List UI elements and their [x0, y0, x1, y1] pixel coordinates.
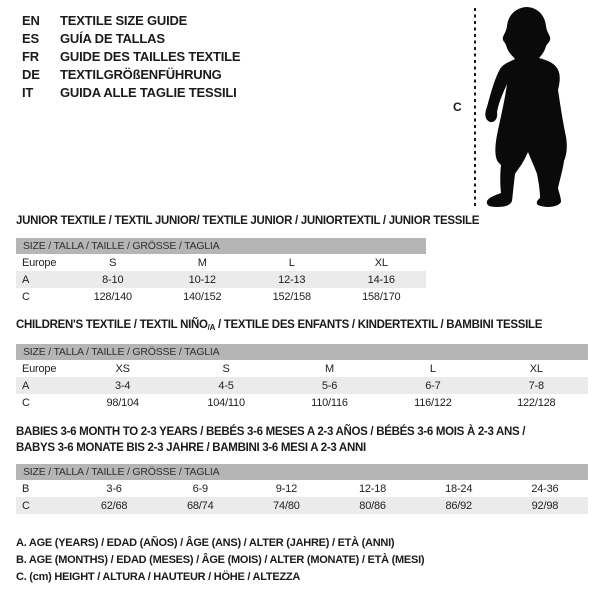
height-dashed-line	[474, 8, 476, 206]
size-cell: 6-7	[425, 379, 441, 392]
size-cell: XS	[115, 362, 130, 375]
row-label-cell: Europe	[22, 362, 57, 375]
row-label-cell: C	[22, 290, 30, 303]
size-cell: 140/152	[183, 290, 222, 303]
row-label-cell: A	[22, 379, 30, 392]
babies-size-bar: SIZE / TALLA / TAILLE / GRÖSSE / TAGLIA	[16, 464, 588, 480]
size-cell: S	[109, 256, 117, 269]
children-title-pre: CHILDREN'S TEXTILE / TEXTIL NIÑO	[16, 319, 208, 331]
language-row-en	[22, 12, 240, 30]
size-cell: 68/74	[186, 499, 214, 512]
size-cell: 110/116	[311, 396, 348, 409]
table-row	[16, 497, 588, 514]
language-row-es	[22, 30, 240, 48]
table-row	[16, 288, 426, 305]
junior-size-table	[16, 254, 426, 305]
junior-table-title-text: JUNIOR TEXTILE / TEXTIL JUNIOR/ TEXTILE JUNIOR / JUNIORTEXTIL / JUNIOR TESSILE	[16, 215, 480, 227]
size-cell: 14-16	[367, 273, 395, 286]
language-label: GUIDA ALLE TAGLIE TESSILI	[60, 85, 237, 100]
footnotes	[16, 535, 424, 586]
footnote-line-a: A. AGE (YEARS) / EDAD (AÑOS) / ÂGE (ANS) / ALTER (JAHRE) / ETÀ (ANNI)	[16, 537, 395, 549]
babies-title-line2: BABYS 3-6 MONATE BIS 2-3 JAHRE / BAMBINI 3-6 MESI A 2-3 ANNI	[16, 442, 366, 454]
row-label-cell: C	[22, 499, 30, 512]
language-code: EN	[22, 13, 40, 28]
size-cell: M	[197, 256, 207, 269]
size-cell: 80/86	[359, 499, 386, 512]
size-cell: 4-5	[218, 379, 234, 392]
language-row-fr	[22, 48, 240, 66]
size-cell: 86/92	[445, 499, 472, 512]
size-cell: XL	[529, 362, 543, 375]
table-row	[16, 480, 588, 497]
language-row-de	[22, 66, 240, 84]
size-cell: 128/140	[93, 290, 132, 303]
size-cell: 152/158	[272, 290, 311, 303]
language-row-it	[22, 84, 240, 102]
language-code: DE	[22, 67, 40, 82]
table-row	[16, 271, 426, 288]
size-cell: 74/80	[273, 499, 300, 512]
size-cell: S	[222, 362, 230, 375]
language-header	[22, 12, 240, 102]
footnote-line-b: B. AGE (MONTHS) / EDAD (MESES) / ÂGE (MOIS) / ALTER (MONATE) / ETÀ (MESI)	[16, 554, 425, 566]
language-label: TEXTILE SIZE GUIDE	[60, 13, 188, 28]
size-cell: 9-12	[275, 482, 297, 495]
size-cell: 158/170	[362, 290, 401, 303]
size-cell: 3-4	[115, 379, 131, 392]
size-cell: 5-6	[321, 379, 338, 392]
size-cell: 122/128	[517, 396, 556, 409]
table-row	[16, 254, 426, 271]
size-cell: XL	[374, 256, 388, 269]
language-label: TEXTILGRÖßENFÜHRUNG	[60, 67, 222, 82]
size-cell: 104/110	[207, 396, 245, 409]
size-cell: M	[324, 362, 334, 375]
size-cell: 7-8	[528, 379, 544, 392]
language-label: GUÍA DE TALLAS	[60, 31, 165, 46]
size-cell: 6-9	[192, 482, 208, 495]
row-label-cell: B	[22, 482, 30, 495]
row-label-cell: C	[22, 396, 30, 409]
language-code: IT	[22, 85, 34, 100]
row-label-cell: Europe	[22, 256, 57, 269]
table-row	[16, 394, 588, 411]
table-row	[16, 377, 588, 394]
babies-table-title	[16, 424, 576, 456]
height-label-c: C	[453, 100, 462, 114]
size-cell: 12-13	[278, 273, 306, 286]
language-label: GUIDE DES TAILLES TEXTILE	[60, 49, 241, 64]
junior-size-bar: SIZE / TALLA / TAILLE / GRÖSSE / TAGLIA	[16, 238, 426, 254]
size-cell: 18-24	[445, 482, 473, 495]
children-table-title	[16, 319, 542, 332]
children-title-post: / TEXTILE DES ENFANTS / KINDERTEXTIL / BAMBINI TESSILE	[215, 319, 543, 331]
size-cell: 12-18	[358, 482, 387, 495]
children-size-table	[16, 360, 588, 411]
toddler-silhouette-icon	[478, 4, 578, 208]
size-cell: 10-12	[188, 273, 216, 286]
row-label-cell: A	[22, 273, 30, 286]
table-row	[16, 360, 588, 377]
size-cell: 116/122	[414, 396, 452, 409]
size-cell: 8-10	[102, 273, 124, 286]
junior-table-title	[16, 215, 479, 227]
size-cell: 3-6	[106, 482, 122, 495]
size-cell: 24-36	[531, 482, 559, 495]
children-size-bar: SIZE / TALLA / TAILLE / GRÖSSE / TAGLIA	[16, 344, 588, 360]
babies-title-line1: BABIES 3-6 MONTH TO 2-3 YEARS / BEBÉS 3-6 MESES A 2-3 AÑOS / BÉBÉS 3-6 MOIS À 2-3 ANS /	[16, 426, 526, 438]
language-code: FR	[22, 49, 39, 64]
size-cell: L	[288, 256, 295, 269]
size-cell: 98/104	[106, 396, 139, 409]
children-title-subscript: /A	[207, 323, 216, 332]
size-cell: 62/68	[100, 499, 128, 512]
footnote-line-c: C. (cm) HEIGHT / ALTURA / HAUTEUR / HÖHE / ALTEZZA	[16, 571, 301, 583]
babies-size-table	[16, 480, 588, 514]
language-code: ES	[22, 31, 39, 46]
size-cell: L	[429, 362, 436, 375]
size-cell: 92/98	[531, 499, 559, 512]
